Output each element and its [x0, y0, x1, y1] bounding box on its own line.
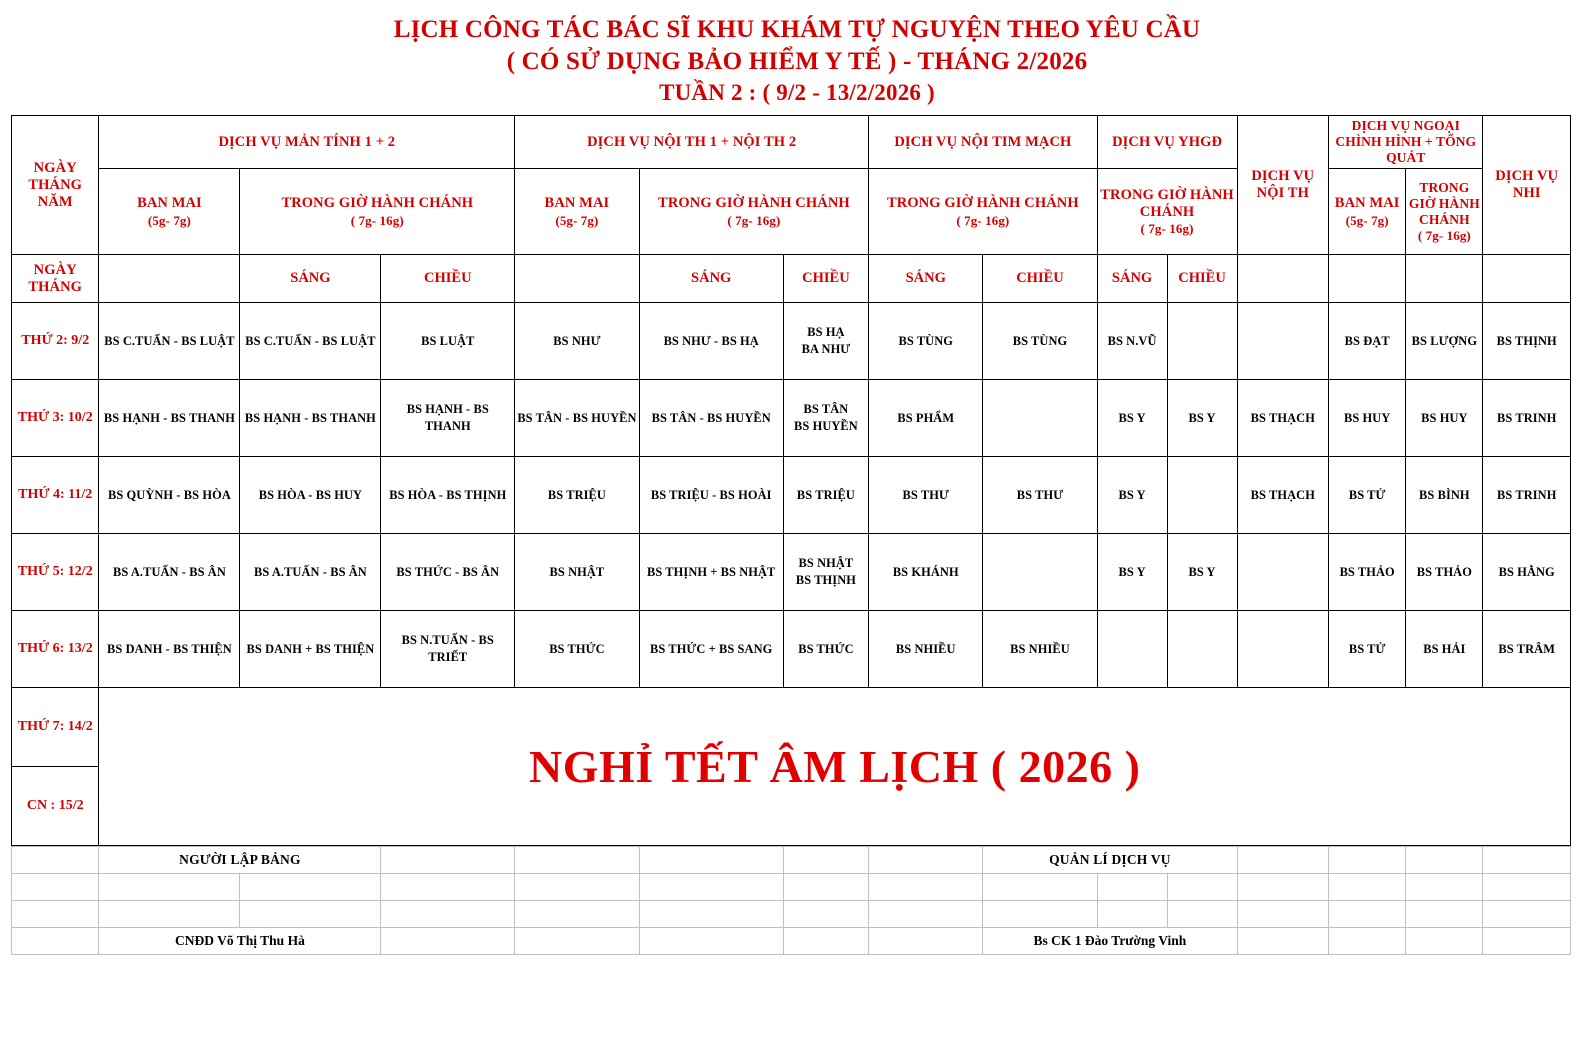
footer-cell — [639, 874, 783, 901]
footer-cell — [1329, 901, 1406, 928]
title-line-3: TUẦN 2 : ( 9/2 - 13/2/2026 ) — [659, 80, 935, 105]
day-label: THỨ 5: 12/2 — [12, 534, 99, 611]
doctor-name: BS TRIỆU — [547, 487, 606, 502]
shift-cell-6: SÁNG — [869, 255, 983, 303]
doctor-name: BS HUY — [1421, 410, 1468, 425]
title-line-1: LỊCH CÔNG TÁC BÁC SĨ KHU KHÁM TỰ NGUYỆN THEO YÊU CẦU — [393, 16, 1201, 43]
doctor-name: BS NHIỀU — [1010, 641, 1070, 656]
footer-cell — [783, 874, 868, 901]
shift-cell-2: CHIỀU — [381, 255, 515, 303]
shift-assignment-cell — [783, 534, 868, 611]
doctor-name: BS NHƯ — [553, 333, 601, 348]
shift-assignment-cell — [240, 611, 381, 688]
shift-header-row — [12, 255, 1571, 303]
shift-assignment-cell — [983, 303, 1097, 380]
doctor-name: BS HẠNH - BS THANH — [103, 410, 235, 425]
table-row — [12, 380, 1571, 457]
shift-assignment-cell — [1329, 303, 1406, 380]
footer-cell — [381, 847, 515, 874]
shift-assignment-cell — [1097, 611, 1167, 688]
footer-cell — [639, 847, 783, 874]
shift-cell-4: SÁNG — [639, 255, 783, 303]
shift-assignment-cell — [869, 534, 983, 611]
footer-cell — [1483, 928, 1571, 955]
doctor-name: BS THẢO — [1416, 564, 1472, 579]
doctor-name: BS Y — [1118, 487, 1146, 502]
title-block — [0, 0, 1594, 107]
doctor-name: BS TỬ — [1348, 641, 1386, 656]
footer-cell — [381, 901, 515, 928]
doctor-name: BS DANH - BS THIỆN — [107, 641, 232, 656]
shift-assignment-cell — [240, 534, 381, 611]
doctor-name: BS A.TUẤN - BS ÂN — [253, 564, 367, 579]
doctor-name: BS Y — [1118, 564, 1146, 579]
service-header-noi-th: DỊCH VỤ NỘI TH — [1237, 116, 1329, 255]
doctor-name: BS NHẬT — [549, 564, 605, 579]
footer-cell — [240, 901, 381, 928]
shift-cell-5: CHIỀU — [783, 255, 868, 303]
shift-assignment-cell — [1329, 457, 1406, 534]
service-header-yhgd: DỊCH VỤ YHGĐ — [1097, 116, 1237, 169]
day-label: THỨ 2: 9/2 — [12, 303, 99, 380]
holiday-section — [12, 688, 1571, 846]
shift-assignment-cell — [381, 380, 515, 457]
doctor-name: BS NHIỀU — [895, 641, 956, 656]
col-header-0: BAN MAI (5g- 7g) — [99, 169, 240, 255]
footer-cell — [869, 901, 983, 928]
shift-assignment-cell — [381, 611, 515, 688]
shift-assignment-cell — [240, 457, 381, 534]
shift-cell-10 — [1237, 255, 1329, 303]
shift-assignment-cell — [1406, 380, 1483, 457]
doctor-name: BS TÙNG — [898, 333, 954, 348]
doctor-name: BS HÒA - BS HUY — [258, 487, 363, 502]
shift-assignment-cell — [639, 303, 783, 380]
holiday-row-sat — [12, 688, 1571, 767]
footer-cell — [783, 847, 868, 874]
footer-cell — [983, 874, 1097, 901]
table-row — [12, 457, 1571, 534]
footer-cell — [783, 901, 868, 928]
shift-assignment-cell — [1167, 380, 1237, 457]
shift-cell-8: SÁNG — [1097, 255, 1167, 303]
doctor-name: BS TRINH — [1497, 410, 1557, 425]
footer-cell — [1483, 874, 1571, 901]
service-header-noi-th-12: DỊCH VỤ NỘI TH 1 + NỘI TH 2 — [515, 116, 869, 169]
doctor-name: BS Y — [1188, 564, 1216, 579]
shift-assignment-cell — [1237, 534, 1329, 611]
footer-blank-row — [12, 901, 1571, 928]
shift-assignment-cell — [983, 380, 1097, 457]
table-row — [12, 303, 1571, 380]
footer-cell — [639, 928, 783, 955]
shift-assignment-cell — [869, 303, 983, 380]
col-header-12: TRONG GIỜ HÀNH CHÁNH ( 7g- 16g) — [1406, 169, 1483, 255]
doctor-name: BS NHƯ - BS HẠ — [663, 333, 759, 348]
footer-cell — [381, 928, 515, 955]
shift-assignment-cell — [99, 380, 240, 457]
doctor-name: BS LƯỢNG — [1411, 333, 1478, 348]
doctor-name: BS NHẬT — [798, 556, 854, 571]
shift-assignment-cell — [1167, 611, 1237, 688]
doctor-name: BS HUY — [1343, 410, 1391, 425]
shift-assignment-cell — [1237, 303, 1329, 380]
shift-assignment-cell — [1167, 534, 1237, 611]
doctor-name: BS THỊNH — [1496, 333, 1557, 348]
shift-assignment-cell — [1097, 457, 1167, 534]
shift-assignment-cell — [983, 534, 1097, 611]
doctor-name: BS TÂN — [803, 402, 849, 417]
doctor-name: BS BÌNH — [1419, 487, 1470, 502]
col-header-3: BAN MAI (5g- 7g) — [515, 169, 640, 255]
shift-cell-7: CHIỀU — [983, 255, 1097, 303]
footer-cell — [1406, 928, 1483, 955]
doctor-name: BS THỨC + BS SANG — [650, 641, 773, 656]
service-header-tim-mach: DỊCH VỤ NỘI TIM MẠCH — [869, 116, 1097, 169]
footer-cell — [1097, 901, 1167, 928]
doctor-name: BS TRINH — [1497, 487, 1557, 502]
footer-cell — [381, 874, 515, 901]
shift-assignment-cell — [381, 457, 515, 534]
doctor-name: BA NHƯ — [801, 342, 851, 357]
col-header-4: TRONG GIỜ HÀNH CHÁNH ( 7g- 16g) — [639, 169, 868, 255]
footer-cell — [1237, 847, 1329, 874]
shift-cell-12 — [1406, 255, 1483, 303]
doctor-name: BS HÒA - BS THỊNH — [389, 487, 507, 502]
footer-blank-row — [12, 874, 1571, 901]
day-label-sun: CN : 15/2 — [12, 767, 99, 846]
shift-assignment-cell — [983, 611, 1097, 688]
doctor-name: BS THẠCH — [1250, 410, 1315, 425]
shift-assignment-cell — [1406, 303, 1483, 380]
footer-cell — [240, 874, 381, 901]
footer-left-name: CNĐD Võ Thị Thu Hà — [99, 928, 381, 955]
footer-cell — [515, 928, 640, 955]
doctor-name: BS THỨC — [798, 641, 854, 656]
doctor-name: BS THƯ — [902, 487, 949, 502]
day-label-sat: THỨ 7: 14/2 — [12, 688, 99, 767]
col-header-11: BAN MAI (5g- 7g) — [1329, 169, 1406, 255]
footer-right-name: Bs CK 1 Đào Trường Vinh — [983, 928, 1237, 955]
footer-cell — [1237, 901, 1329, 928]
title-line-2: ( CÓ SỬ DỤNG BẢO HIỂM Y TẾ ) - THÁNG 2/2026 — [506, 48, 1088, 75]
shift-assignment-cell — [1483, 457, 1571, 534]
shift-assignment-cell — [1406, 457, 1483, 534]
footer-grid — [11, 846, 1571, 955]
schedule-body — [12, 303, 1571, 688]
shift-assignment-cell — [1329, 611, 1406, 688]
footer-cell — [1167, 874, 1237, 901]
service-header-row — [12, 116, 1571, 169]
footer-cell — [12, 874, 99, 901]
shift-assignment-cell — [515, 380, 640, 457]
doctor-name: BS Y — [1118, 410, 1146, 425]
day-label: THỨ 4: 11/2 — [12, 457, 99, 534]
shift-assignment-cell — [1329, 534, 1406, 611]
shift-cell-0 — [99, 255, 240, 303]
doctor-name: BS C.TUẤN - BS LUẬT — [104, 333, 235, 348]
service-header-ngoai-chinh-hinh: DỊCH VỤ NGOẠI CHÌNH HÌNH + TỔNG QUÁT — [1329, 116, 1483, 169]
shift-cell-9: CHIỀU — [1167, 255, 1237, 303]
footer-cell — [1329, 928, 1406, 955]
doctor-name: BS TÙNG — [1012, 333, 1068, 348]
shift-assignment-cell — [1483, 303, 1571, 380]
doctor-name: BS TRÂM — [1498, 641, 1556, 656]
doctor-name: BS Y — [1188, 410, 1216, 425]
footer-cell — [869, 847, 983, 874]
doctor-name: BS C.TUẤN - BS LUẬT — [245, 333, 376, 348]
footer-cell — [1329, 874, 1406, 901]
footer-cell — [515, 874, 640, 901]
doctor-name: BS HẠNH - BS THANH — [244, 410, 376, 425]
doctor-name: BS LUẬT — [421, 333, 475, 348]
day-label: THỨ 6: 13/2 — [12, 611, 99, 688]
footer-cell — [1097, 874, 1167, 901]
footer-cell — [869, 874, 983, 901]
doctor-name: BS DANH + BS THIỆN — [246, 641, 375, 656]
shift-cell-3 — [515, 255, 640, 303]
shift-assignment-cell — [381, 303, 515, 380]
service-header-nhi: DỊCH VỤ NHI — [1483, 116, 1571, 255]
shift-assignment-cell — [783, 303, 868, 380]
footer-cell — [1483, 847, 1571, 874]
shift-assignment-cell — [99, 303, 240, 380]
doctor-name: BS N.TUẤN - BS TRIẾT — [401, 633, 494, 665]
shift-assignment-cell — [515, 611, 640, 688]
shift-assignment-cell — [783, 380, 868, 457]
doctor-name: BS HẠNH - BS THANH — [406, 402, 489, 434]
footer-cell — [12, 847, 99, 874]
doctor-name: BS TRIỆU - BS HOÀI — [650, 487, 772, 502]
shift-assignment-cell — [983, 457, 1097, 534]
shift-assignment-cell — [1237, 457, 1329, 534]
footer-cell — [639, 901, 783, 928]
footer-cell — [783, 928, 868, 955]
doctor-name: BS TỬ — [1348, 487, 1386, 502]
shift-assignment-cell — [99, 457, 240, 534]
table-row — [12, 611, 1571, 688]
doctor-name: BS PHẨM — [897, 410, 955, 425]
shift-cell-13 — [1483, 255, 1571, 303]
footer-cell — [12, 928, 99, 955]
doctor-name: BS THỨC — [549, 641, 605, 656]
day-label: THỨ 3: 10/2 — [12, 380, 99, 457]
doctor-name: BS THƯ — [1016, 487, 1064, 502]
footer-cell — [1406, 874, 1483, 901]
shift-assignment-cell — [783, 457, 868, 534]
footer-cell — [1329, 847, 1406, 874]
footer-cell — [12, 901, 99, 928]
doctor-name: BS ĐẠT — [1344, 333, 1390, 348]
time-header-row — [12, 169, 1571, 255]
table-row — [12, 534, 1571, 611]
footer-cell — [1406, 901, 1483, 928]
doctor-name: BS HẢI — [1423, 641, 1466, 656]
footer-cell — [1167, 901, 1237, 928]
doctor-name: BS HẠ — [807, 325, 845, 340]
footer-name-row — [12, 928, 1571, 955]
doctor-name: BS TÂN - BS HUYỀN — [517, 410, 637, 425]
doctor-name: BS THỨC - BS ÂN — [396, 564, 500, 579]
shift-assignment-cell — [1237, 380, 1329, 457]
shift-assignment-cell — [1483, 611, 1571, 688]
shift-assignment-cell — [1097, 303, 1167, 380]
footer-left-role: NGƯỜI LẬP BẢNG — [99, 847, 381, 874]
shift-assignment-cell — [783, 611, 868, 688]
shift-assignment-cell — [515, 303, 640, 380]
shift-assignment-cell — [1406, 611, 1483, 688]
schedule-table — [11, 115, 1571, 846]
service-header-man-tinh: DỊCH VỤ MẢN TÍNH 1 + 2 — [99, 116, 515, 169]
shift-cell-11 — [1329, 255, 1406, 303]
footer-cell — [515, 901, 640, 928]
doctor-name: BS HẰNG — [1498, 564, 1555, 579]
holiday-text: NGHỈ TẾT ÂM LỊCH ( 2026 ) — [99, 688, 1571, 846]
shift-assignment-cell — [99, 611, 240, 688]
shift-assignment-cell — [1167, 303, 1237, 380]
col-header-6: TRONG GIỜ HÀNH CHÁNH ( 7g- 16g) — [869, 169, 1097, 255]
footer-cell — [1237, 928, 1329, 955]
shift-assignment-cell — [1406, 534, 1483, 611]
doctor-name: BS THỊNH — [795, 573, 856, 588]
doctor-name: BS A.TUẤN - BS ÂN — [112, 564, 226, 579]
footer-cell — [1483, 901, 1571, 928]
shift-assignment-cell — [1483, 380, 1571, 457]
shift-assignment-cell — [240, 303, 381, 380]
doctor-name: BS TRIỆU — [796, 487, 855, 502]
shift-cell-1: SÁNG — [240, 255, 381, 303]
shift-assignment-cell — [1237, 611, 1329, 688]
doctor-name: BS HUYỀN — [794, 419, 858, 434]
shift-assignment-cell — [99, 534, 240, 611]
shift-assignment-cell — [639, 611, 783, 688]
shift-assignment-cell — [639, 457, 783, 534]
shift-assignment-cell — [1329, 380, 1406, 457]
shift-assignment-cell — [639, 380, 783, 457]
shift-assignment-cell — [639, 534, 783, 611]
shift-assignment-cell — [381, 534, 515, 611]
footer-right-role: QUẢN LÍ DỊCH VỤ — [983, 847, 1237, 874]
shift-assignment-cell — [240, 380, 381, 457]
col-header-8: TRONG GIỜ HÀNH CHÁNH ( 7g- 16g) — [1097, 169, 1237, 255]
shift-assignment-cell — [515, 534, 640, 611]
shift-assignment-cell — [869, 611, 983, 688]
footer-cell — [869, 928, 983, 955]
shift-assignment-cell — [869, 380, 983, 457]
footer-cell — [1237, 874, 1329, 901]
doctor-name: BS THẢO — [1339, 564, 1395, 579]
doctor-name: BS THỊNH + BS NHẬT — [646, 564, 776, 579]
shift-assignment-cell — [515, 457, 640, 534]
doctor-name: BS N.VŨ — [1107, 333, 1157, 348]
corner-label-1: NGÀY THÁNG NĂM — [12, 116, 99, 255]
footer-role-row — [12, 847, 1571, 874]
footer-cell — [983, 901, 1097, 928]
doctor-name: BS TÂN - BS HUYỀN — [651, 410, 771, 425]
col-header-1: TRONG GIỜ HÀNH CHÁNH ( 7g- 16g) — [240, 169, 515, 255]
shift-assignment-cell — [1097, 380, 1167, 457]
footer-cell — [1406, 847, 1483, 874]
doctor-name: BS KHÁNH — [892, 564, 959, 579]
doctor-name: BS THẠCH — [1250, 487, 1315, 502]
footer-cell — [515, 847, 640, 874]
footer-cell — [99, 901, 240, 928]
footer-cell — [99, 874, 240, 901]
doctor-name: BS QUỲNH - BS HÒA — [108, 487, 231, 502]
corner-label-3: NGÀY THÁNG — [12, 255, 99, 303]
shift-assignment-cell — [869, 457, 983, 534]
shift-assignment-cell — [1167, 457, 1237, 534]
shift-assignment-cell — [1097, 534, 1167, 611]
shift-assignment-cell — [1483, 534, 1571, 611]
